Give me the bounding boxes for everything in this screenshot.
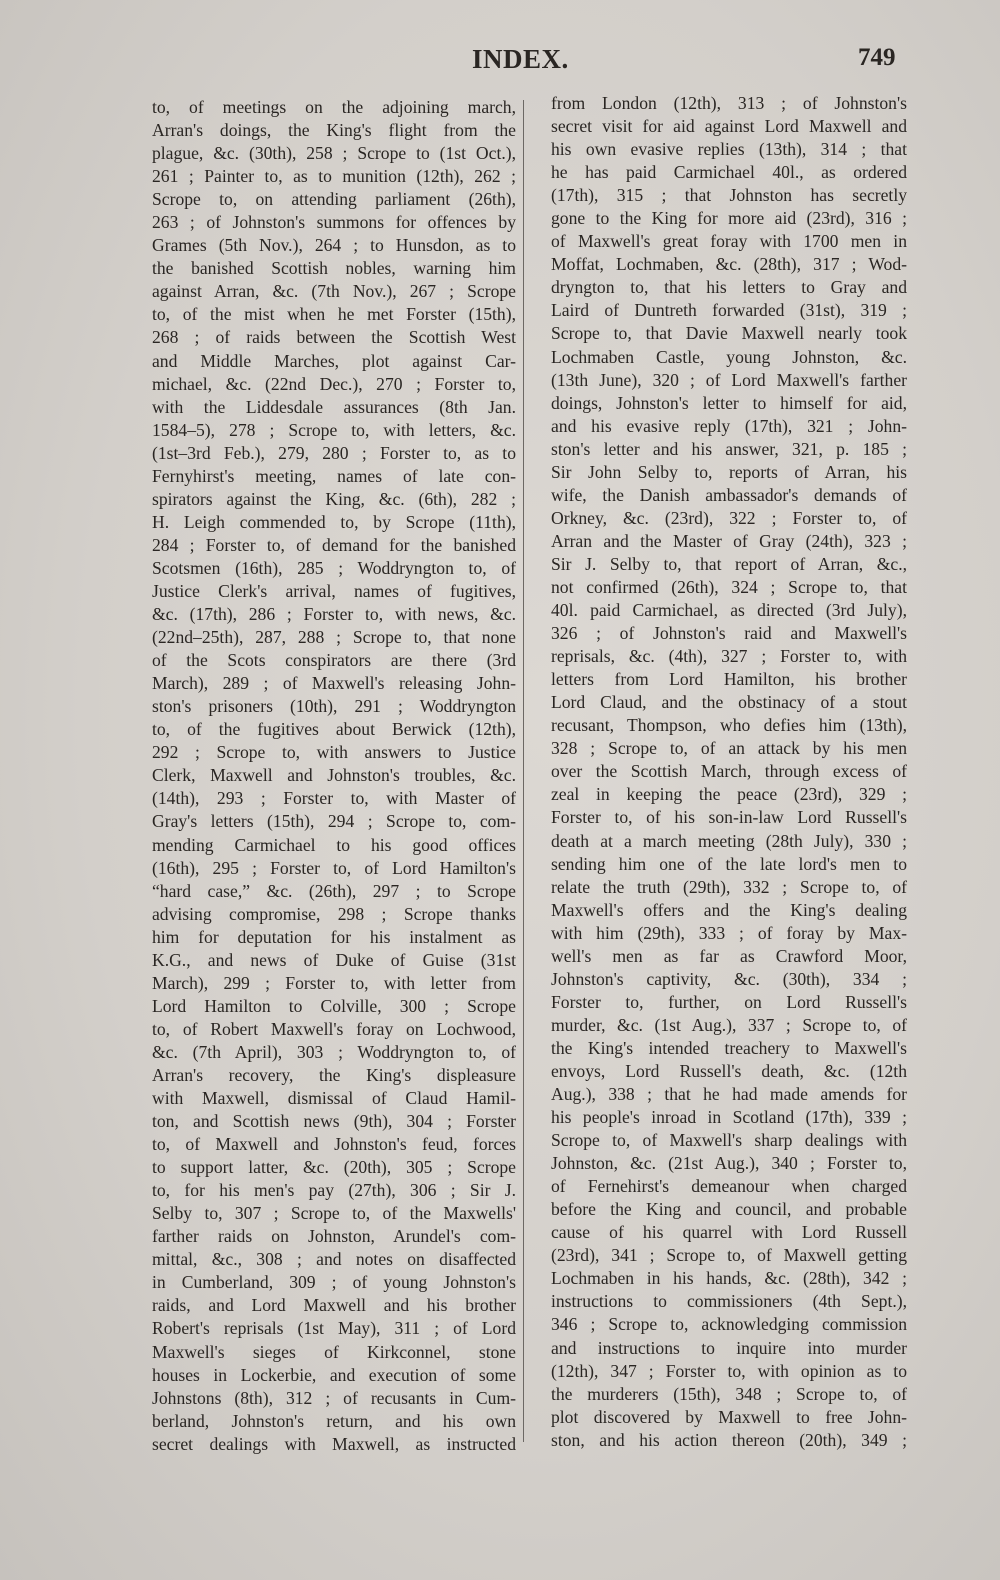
index-line: well's men as far as Crawford Moor,: [551, 945, 907, 966]
index-line: &c. (17th), 286 ; Forster to, with news, &c.: [152, 604, 516, 625]
index-line: Johnston, &c. (21st Aug.), 340 ; Forster to,: [551, 1153, 907, 1174]
index-line: and his evasive reply (17th), 321 ; John-: [551, 415, 907, 436]
index-line: michael, &c. (22nd Dec.), 270 ; Forster to,: [152, 373, 516, 394]
index-line: to, of meetings on the adjoining march,: [152, 97, 516, 117]
index-line: (1st–3rd Feb.), 279, 280 ; Forster to, as to: [152, 442, 516, 463]
index-line: (14th), 293 ; Forster to, with Master of: [152, 788, 516, 809]
index-line: of Maxwell's great foray with 1700 men in: [551, 231, 907, 252]
column-divider: [523, 100, 524, 1442]
index-line: H. Leigh commended to, by Scrope (11th),: [152, 511, 516, 532]
index-line: Lochmaben Castle, young Johnston, &c.: [551, 346, 907, 367]
index-line: raids, and Lord Maxwell and his brother: [152, 1295, 516, 1316]
index-line: Scotsmen (16th), 285 ; Woddryngton to, of: [152, 557, 516, 578]
index-line: of the Scots conspirators are there (3rd: [152, 650, 516, 671]
index-line: ton, and Scottish news (9th), 304 ; Forster: [152, 1111, 516, 1132]
index-line: him for deputation for his instalment as: [152, 926, 516, 947]
index-line: mending Carmichael to his good offices: [152, 834, 516, 855]
index-line: 326 ; of Johnston's raid and Maxwell's: [551, 623, 907, 644]
index-line: Moffat, Lochmaben, &c. (28th), 317 ; Wod-: [551, 254, 907, 275]
index-line: Sir John Selby to, reports of Arran, his: [551, 461, 907, 482]
index-line: Maxwell's sieges of Kirkconnel, stone: [152, 1341, 516, 1362]
index-line: ston's prisoners (10th), 291 ; Woddryngton: [152, 696, 516, 717]
index-column-left: [152, 96, 516, 1456]
index-line: reprisals, &c. (4th), 327 ; Forster to, with: [551, 646, 907, 667]
index-line: cause of his quarrel with Lord Russell: [551, 1222, 907, 1243]
index-line: he has paid Carmichael 40l., as ordered: [551, 162, 907, 183]
index-line: his own evasive replies (13th), 314 ; that: [551, 139, 907, 160]
index-line: zeal in keeping the peace (23rd), 329 ;: [551, 784, 907, 805]
index-line: 284 ; Forster to, of demand for the banished: [152, 534, 516, 555]
index-line: over the Scottish March, through excess of: [551, 761, 907, 782]
index-line: K.G., and news of Duke of Guise (31st: [152, 949, 516, 970]
index-line: (12th), 347 ; Forster to, with opinion as to: [551, 1360, 907, 1381]
index-line: 346 ; Scrope to, acknowledging commission: [551, 1314, 907, 1335]
index-line: Gray's letters (15th), 294 ; Scrope to, com-: [152, 811, 516, 832]
index-line: Orkney, &c. (23rd), 322 ; Forster to, of: [551, 507, 907, 528]
index-line: secret dealings with Maxwell, as instructed: [152, 1433, 516, 1454]
index-line: spirators against the King, &c. (6th), 282 ;: [152, 488, 516, 509]
index-line: plot discovered by Maxwell to free John-: [551, 1406, 907, 1427]
index-line: (13th June), 320 ; of Lord Maxwell's farther: [551, 369, 907, 390]
index-line: Scrope to, that Davie Maxwell nearly took: [551, 323, 907, 344]
index-line: the banished Scottish nobles, warning him: [152, 258, 516, 279]
index-line: not confirmed (26th), 324 ; Scrope to, that: [551, 576, 907, 597]
index-line: plague, &c. (30th), 258 ; Scrope to (1st Oct.),: [152, 143, 516, 164]
index-line: (17th), 315 ; that Johnston has secretly: [551, 185, 907, 206]
index-line: doings, Johnston's letter to himself for aid,: [551, 392, 907, 413]
index-line: letters from Lord Hamilton, his brother: [551, 669, 907, 690]
index-line: to, of Maxwell and Johnston's feud, forces: [152, 1134, 516, 1155]
page-title: INDEX.: [472, 44, 569, 74]
index-line: Johnstons (8th), 312 ; of recusants in Cum-: [152, 1387, 516, 1408]
index-line: Lord Claud, and the obstinacy of a stout: [551, 692, 907, 713]
index-line: the King's intended treachery to Maxwell's: [551, 1037, 907, 1058]
index-line: 328 ; Scrope to, of an attack by his men: [551, 738, 907, 759]
index-line: Sir J. Selby to, that report of Arran, &c.,: [551, 553, 907, 574]
index-line: and Middle Marches, plot against Car-: [152, 350, 516, 371]
index-line: of Fernehirst's demeanour when charged: [551, 1176, 907, 1197]
index-line: before the King and council, and probable: [551, 1199, 907, 1220]
index-line: Arran and the Master of Gray (24th), 323 ;: [551, 530, 907, 551]
index-line: Selby to, 307 ; Scrope to, of the Maxwells': [152, 1203, 516, 1224]
index-line: and instructions to inquire into murder: [551, 1337, 907, 1358]
index-line: murder, &c. (1st Aug.), 337 ; Scrope to, of: [551, 1014, 907, 1035]
index-line: (23rd), 341 ; Scrope to, of Maxwell getting: [551, 1245, 907, 1266]
index-line: envoys, Lord Russell's death, &c. (12th: [551, 1060, 907, 1081]
index-line: Johnston's captivity, &c. (30th), 334 ;: [551, 968, 907, 989]
index-line: Scrope to, on attending parliament (26th),: [152, 189, 516, 210]
index-line: from London (12th), 313 ; of Johnston's: [551, 93, 907, 113]
index-line: instructions to commissioners (4th Sept.),: [551, 1291, 907, 1312]
page-number: 749: [858, 44, 896, 71]
index-line: sending him one of the late lord's men to: [551, 853, 907, 874]
index-line: 40l. paid Carmichael, as directed (3rd July),: [551, 600, 907, 621]
index-line: berland, Johnston's return, and his own: [152, 1410, 516, 1431]
index-line: dryngton to, that his letters to Gray and: [551, 277, 907, 298]
index-line: Laird of Duntreth forwarded (31st), 319 ;: [551, 300, 907, 321]
index-line: ston's letter and his answer, 321, p. 185 ;: [551, 438, 907, 459]
index-line: 1584–5), 278 ; Scrope to, with letters, &c.: [152, 419, 516, 440]
index-line: 268 ; of raids between the Scottish West: [152, 327, 516, 348]
index-line: recusant, Thompson, who defies him (13th),: [551, 715, 907, 736]
index-line: wife, the Danish ambassador's demands of: [551, 484, 907, 505]
index-line: death at a march meeting (28th July), 330 ;: [551, 830, 907, 851]
running-head: [0, 44, 1000, 84]
index-line: Lochmaben in his hands, &c. (28th), 342 ;: [551, 1268, 907, 1289]
index-line: Justice Clerk's arrival, names of fugitives,: [152, 580, 516, 601]
index-line: “hard case,” &c. (26th), 297 ; to Scrope: [152, 880, 516, 901]
index-line: in Cumberland, 309 ; of young Johnston's: [152, 1272, 516, 1293]
index-line: secret visit for aid against Lord Maxwell and: [551, 116, 907, 137]
index-line: against Arran, &c. (7th Nov.), 267 ; Scrope: [152, 281, 516, 302]
index-line: Scrope to, of Maxwell's sharp dealings with: [551, 1130, 907, 1151]
index-line: ston, and his action thereon (20th), 349 ;: [551, 1429, 907, 1450]
index-line: his people's inroad in Scotland (17th), 339 ;: [551, 1107, 907, 1128]
index-line: Forster to, of his son-in-law Lord Russell's: [551, 807, 907, 828]
index-line: to support latter, &c. (20th), 305 ; Scrope: [152, 1157, 516, 1178]
index-line: to, of the fugitives about Berwick (12th),: [152, 719, 516, 740]
index-line: to, of the mist when he met Forster (15th),: [152, 304, 516, 325]
index-line: Maxwell's offers and the King's dealing: [551, 899, 907, 920]
index-line: (22nd–25th), 287, 288 ; Scrope to, that none: [152, 627, 516, 648]
index-line: gone to the King for more aid (23rd), 316 ;: [551, 208, 907, 229]
index-line: farther raids on Johnston, Arundel's com-: [152, 1226, 516, 1247]
index-line: Fernyhirst's meeting, names of late con-: [152, 465, 516, 486]
index-line: (16th), 295 ; Forster to, of Lord Hamilton's: [152, 857, 516, 878]
index-line: relate the truth (29th), 332 ; Scrope to, of: [551, 876, 907, 897]
index-line: March), 299 ; Forster to, with letter from: [152, 972, 516, 993]
index-line: 263 ; of Johnston's summons for offences by: [152, 212, 516, 233]
index-line: Aug.), 338 ; that he had made amends for: [551, 1084, 907, 1105]
index-line: mittal, &c., 308 ; and notes on disaffected: [152, 1249, 516, 1270]
index-line: 292 ; Scrope to, with answers to Justice: [152, 742, 516, 763]
index-line: the murderers (15th), 348 ; Scrope to, of: [551, 1383, 907, 1404]
index-column-right: [551, 92, 907, 1452]
index-line: Arran's recovery, the King's displeasure: [152, 1064, 516, 1085]
index-line: to, of Robert Maxwell's foray on Lochwood,: [152, 1018, 516, 1039]
index-line: &c. (7th April), 303 ; Woddryngton to, of: [152, 1041, 516, 1062]
index-line: with the Liddesdale assurances (8th Jan.: [152, 396, 516, 417]
index-line: Robert's reprisals (1st May), 311 ; of Lord: [152, 1318, 516, 1339]
index-line: Arran's doings, the King's flight from the: [152, 120, 516, 141]
index-line: Grames (5th Nov.), 264 ; to Hunsdon, as to: [152, 235, 516, 256]
index-line: Forster to, further, on Lord Russell's: [551, 991, 907, 1012]
index-line: with Maxwell, dismissal of Claud Hamil-: [152, 1088, 516, 1109]
index-line: advising compromise, 298 ; Scrope thanks: [152, 903, 516, 924]
index-line: 261 ; Painter to, as to munition (12th), 262 ;: [152, 166, 516, 187]
index-line: to, for his men's pay (27th), 306 ; Sir J.: [152, 1180, 516, 1201]
index-line: Lord Hamilton to Colville, 300 ; Scrope: [152, 995, 516, 1016]
index-line: houses in Lockerbie, and execution of some: [152, 1364, 516, 1385]
index-line: Clerk, Maxwell and Johnston's troubles, &c.: [152, 765, 516, 786]
index-line: March), 289 ; of Maxwell's releasing John-: [152, 673, 516, 694]
index-line: with him (29th), 333 ; of foray by Max-: [551, 922, 907, 943]
